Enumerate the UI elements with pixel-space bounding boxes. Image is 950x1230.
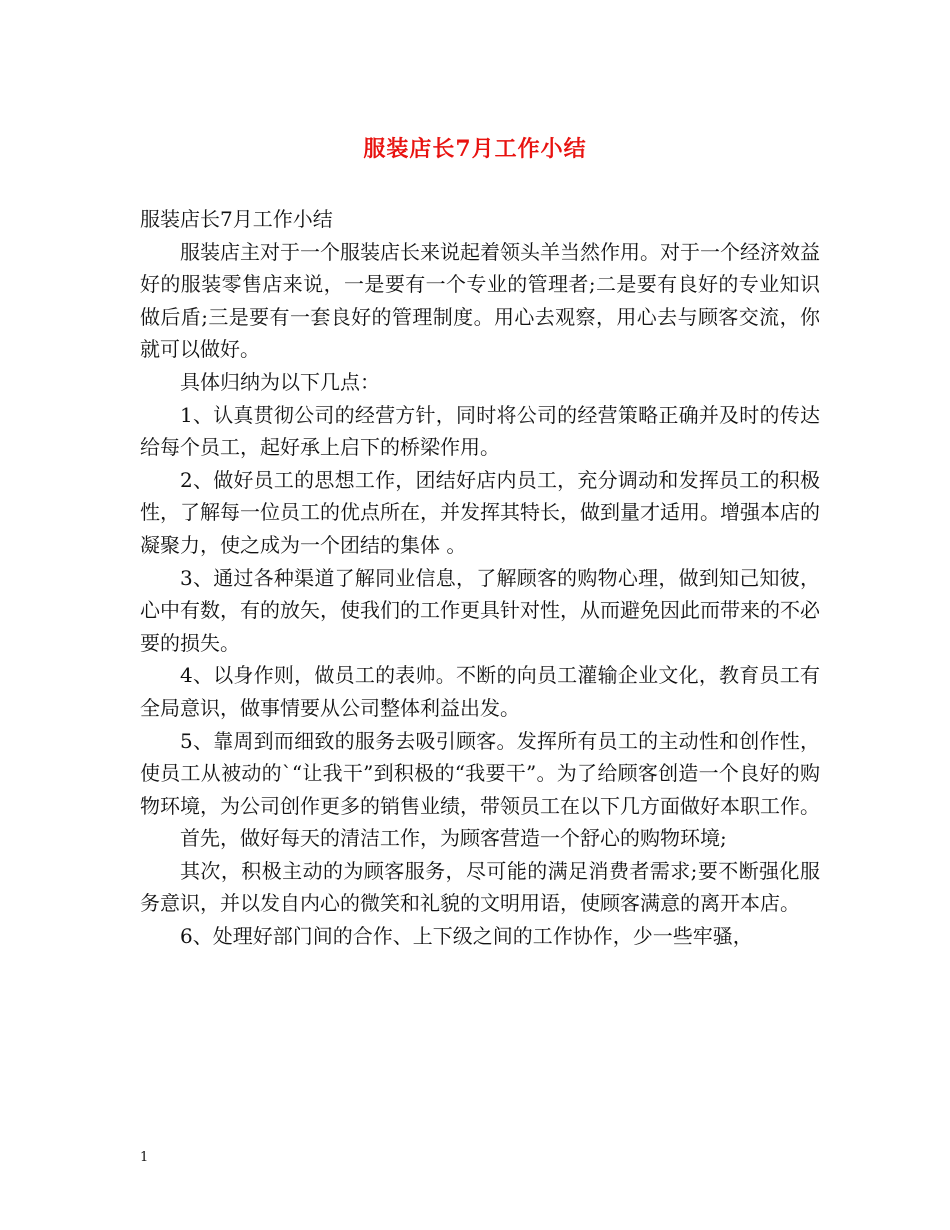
paragraph-intro: 服装店主对于一个服装店长来说起着领头羊当然作用。对于一个经济效益好的服装零售店来说，一是要有一个专业的管理者;二是要有良好的专业知识做后盾;三是要有一套良好的管理制度。用心去观察，用心去与顾客交流，你就可以做好。 [140, 239, 820, 362]
paragraph-second: 其次，积极主动的为顾客服务，尽可能的满足消费者需求;要不断强化服务意识，并以发自内心的微笑和礼貌的文明用语，使顾客满意的离开本店。 [140, 858, 820, 916]
page-number: 1 [140, 1150, 149, 1165]
paragraph-point-4: 4、以身作则，做员工的表帅。不断的向员工灌输企业文化，教育员工有全局意识，做事情要从公司整体利益出发。 [140, 663, 820, 720]
paragraph-point-3: 3、通过各种渠道了解同业信息，了解顾客的购物心理，做到知己知彼，心中有数，有的放矢，使我们的工作更具针对性，从而避免因此而带来的不必要的损失。 [140, 565, 820, 655]
paragraph-point-5: 5、靠周到而细致的服务去吸引顾客。发挥所有员工的主动性和创作性，使员工从被动的`“让我干”到积极的“我要干”。为了给顾客创造一个良好的购物环境，为公司创作更多的销售业绩，带领员工在以下几方面做好本职工作。 [140, 728, 820, 818]
page-title: 服装店长7月工作小结 [363, 136, 587, 162]
paragraph-point-2: 2、做好员工的思想工作，团结好店内员工，充分调动和发挥员工的积极性，了解每一位员工的优点所在，并发挥其特长，做到量才适用。增强本店的凝聚力，使之成为一个团结的集体 。 [140, 467, 820, 557]
paragraph-point-6: 6、处理好部门间的合作、上下级之间的工作协作，少一些牢骚， [180, 924, 753, 949]
document-body [140, 203, 820, 953]
section-heading: 服装店长7月工作小结 [140, 207, 333, 231]
paragraph-summary-lead: 具体归纳为以下几点： [180, 369, 380, 394]
paragraph-first: 首先，做好每天的清洁工作，为顾客营造一个舒心的购物环境; [180, 826, 727, 851]
paragraph-point-1: 1、认真贯彻公司的经营方针，同时将公司的经营策略正确并及时的传达给每个员工，起好承上启下的桥梁作用。 [140, 402, 820, 460]
